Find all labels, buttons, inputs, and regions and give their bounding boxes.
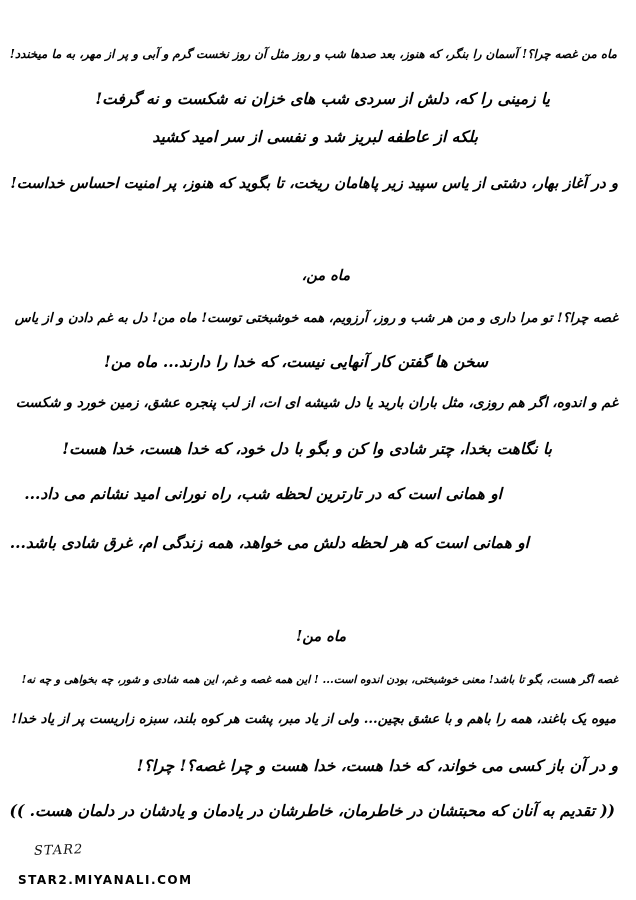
stanza1-line-1: ماه من غصه چرا؟! آسمان را بنگر، که هنوز، بعد صدها شب و روز مثل آن روز نخست گرم و آبی و پر از مهر، به ما میخندد!: [9, 47, 617, 61]
footer-url: STAR2.MIYANALI.COM: [18, 873, 193, 887]
signature: STAR2: [33, 842, 84, 859]
stanza3-line-4: (( تقدیم به آنان که محبتشان در خاطرمان، خاطرشان در یادمان و یادشان در دلمان هست. )): [9, 801, 615, 820]
stanza2-line-3: غم و اندوه، اگر هم روزی، مثل باران بارید یا دل شیشه ای ات، از لب پنجره عشق، زمین خورد و شکست: [15, 395, 618, 411]
stanza2-line-6: او همانی است که هر لحظه دلش می خواهد، همه زندگی ام، غرق شادی باشد...: [9, 533, 529, 552]
stanza2-line-2: سخن ها گفتن کار آنهایی نیست، که خدا را دارند... ماه من!: [104, 352, 488, 371]
stanza3-line-3: و در آن باز کسی می خواند، که خدا هست، خدا هست و چرا غصه؟! چرا؟!: [136, 756, 618, 775]
stanza3-heading: ماه من!: [296, 628, 346, 645]
stanza2-line-5: او همانی است که در تارترین لحظه شب، راه نورانی امید نشانم می داد...: [24, 484, 502, 503]
stanza3-line-2: میوه یک باغند، همه را باهم و با عشق بچین... ولی از یاد مبر، پشت هر کوه بلند، سبزه زاریست پر از یاد خدا!: [11, 712, 616, 727]
stanza1-line-3: بلکه از عاطفه لبریز شد و نفسی از سر امید کشید: [152, 127, 478, 146]
stanza2-line-4: با نگاهت بخدا، چتر شادی وا کن و بگو با دل خود، که خدا هست، خدا هست!: [62, 439, 552, 458]
stanza1-line-4: و در آغاز بهار، دشتی از یاس سپید زیر پاهامان ریخت، تا بگوید که هنوز، پر امنیت احساس خداست!: [10, 175, 618, 192]
stanza3-line-1: غصه اگر هست، بگو تا باشد! معنی خوشبختی، بودن اندوه است... ! این همه غصه و غم، این همه شادی و شور، چه بخواهی و چه نه!: [21, 673, 618, 686]
stanza1-line-2: یا زمینی را که، دلش از سردی شب های خزان نه شکست و نه گرفت!: [95, 89, 550, 108]
stanza2-line-1: غصه چرا؟! تو مرا داری و من هر شب و روز، آرزویم، همه خوشبختی توست! ماه من! دل به غم دادن و از یاس: [14, 311, 618, 326]
stanza2-heading: ماه من،: [301, 267, 350, 284]
